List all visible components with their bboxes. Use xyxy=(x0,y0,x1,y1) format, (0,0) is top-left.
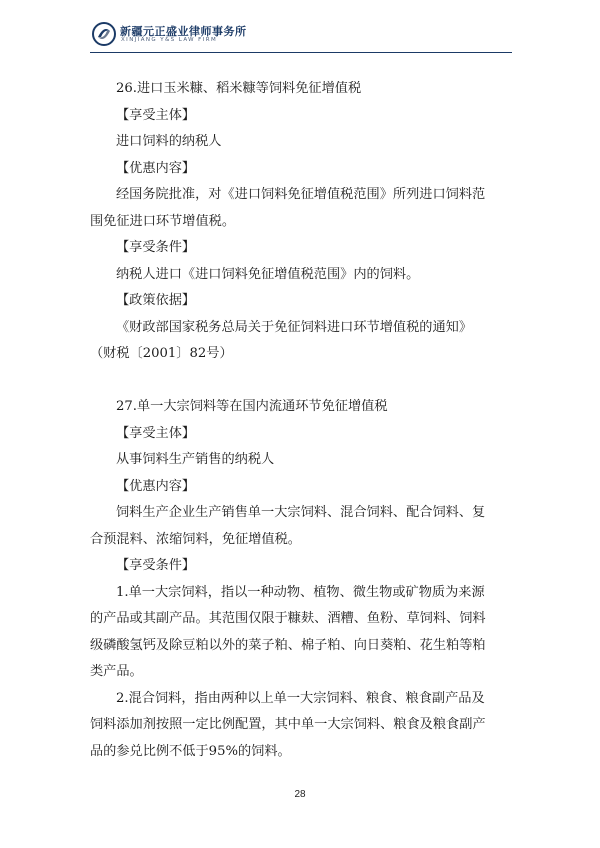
paragraph: 纳税人进口《进口饲料免征增值税范围》内的饲料。 xyxy=(116,266,420,282)
paragraph: （财税〔2001〕82号） xyxy=(90,346,233,361)
paragraph: 【享受条件】 xyxy=(116,558,196,573)
page-header xyxy=(92,20,512,50)
paragraph: 级磷酸氢钙及除豆粕以外的菜子粕、棉子粕、向日葵粕、花生粕等粕 xyxy=(90,637,486,653)
paragraph: 从事饲料生产销售的纳税人 xyxy=(116,452,275,467)
paragraph: 1.单一大宗饲料，指以一种动物、植物、微生物或矿物质为来源 xyxy=(116,584,485,600)
paragraph: 《财政部国家税务总局关于免征饲料进口环节增值税的通知》 xyxy=(116,319,473,335)
paragraph xyxy=(90,368,512,395)
header-divider xyxy=(90,52,512,53)
paragraph: 【政策依据】 xyxy=(116,293,196,308)
paragraph: 的产品或其副产品。其范围仅限于糠麸、酒糟、鱼粉、草饲料、饲料 xyxy=(90,611,486,626)
paragraph: 2.混合饲料，指由两种以上单一大宗饲料、粮食、粮食副产品及 xyxy=(116,690,485,706)
paragraph: 经国务院批准，对《进口饲料免征增值税范围》所列进口饲料范 xyxy=(116,187,486,202)
paragraph: 类产品。 xyxy=(90,664,143,679)
paragraph: 【享受主体】 xyxy=(116,425,196,441)
paragraph: 26.进口玉米糠、稻米糠等饲料免征增值税 xyxy=(116,81,362,96)
paragraph: 饲料添加剂按照一定比例配置，其中单一大宗饲料、粮食及粮食副产 xyxy=(90,717,486,732)
paragraph: 【享受主体】 xyxy=(116,107,196,123)
firm-name-en: XINJIANG Y&S LAW FIRM xyxy=(121,37,218,43)
page-number: 28 xyxy=(294,789,306,800)
paragraph: 【享受条件】 xyxy=(116,240,196,255)
paragraph: 品的参兑比例不低于95%的饲料。 xyxy=(90,743,291,759)
paragraph: 【优惠内容】 xyxy=(116,478,196,494)
paragraph: 围免征进口环节增值税。 xyxy=(90,213,236,229)
paragraph: 【优惠内容】 xyxy=(116,160,196,176)
paragraph: 饲料生产企业生产销售单一大宗饲料、混合饲料、配合饲料、复 xyxy=(116,505,486,520)
firm-name-cn: 新疆元正盛业律师事务所 xyxy=(120,25,247,38)
firm-logo-icon xyxy=(92,22,116,46)
paragraph: 27.单一大宗饲料等在国内流通环节免征增值税 xyxy=(116,399,388,414)
paragraph: 进口饲料的纳税人 xyxy=(116,134,222,149)
paragraph: 合预混料、浓缩饲料，免征增值税。 xyxy=(90,531,301,547)
document-body xyxy=(90,76,512,765)
